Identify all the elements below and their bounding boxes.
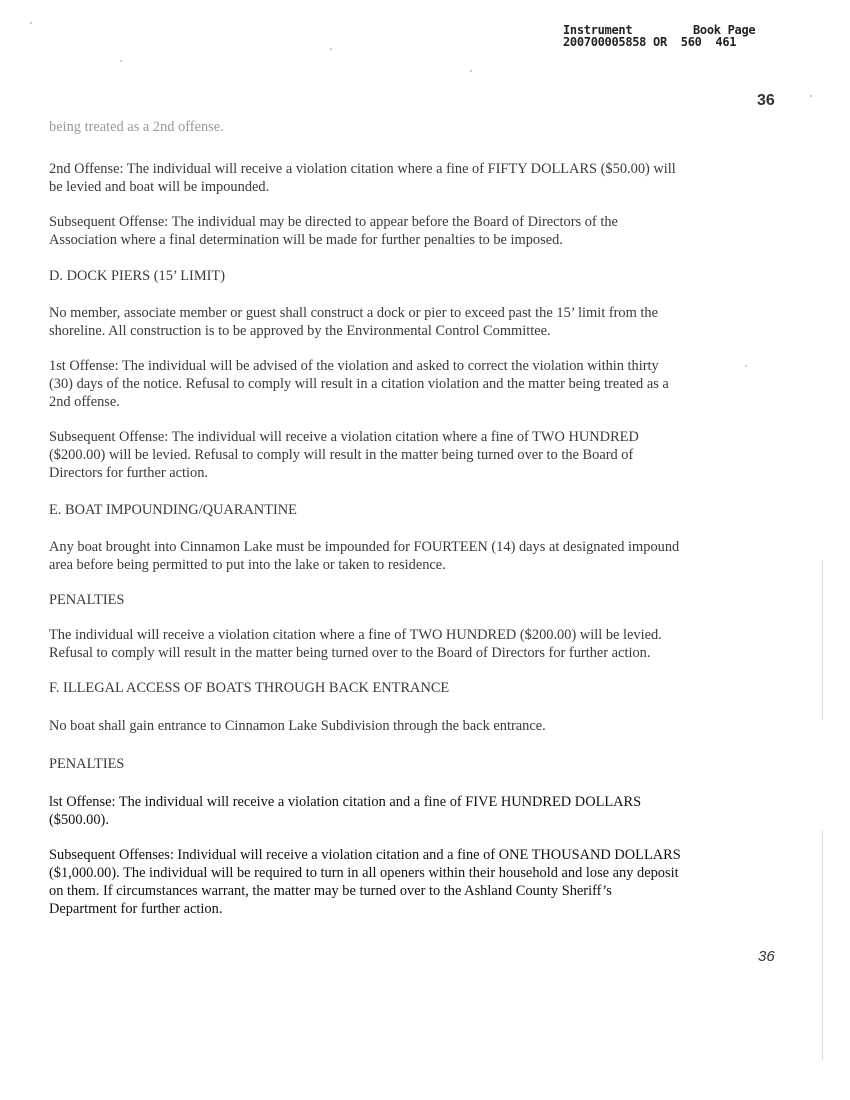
- document-body: [49, 118, 681, 918]
- scan-speck: [330, 48, 332, 50]
- paragraph-1st-offense-dock: 1st Offense: The individual will be advised of the violation and asked to correct the violation within thirty (30) days of the notice. Refusal to comply will result in a citation violation and the matter being treated as a 2nd offense.: [49, 358, 669, 410]
- paragraph-dock-rule: No member, associate member or guest shall construct a dock or pier to exceed past the 15’ limit from the shoreline. All construction is to be approved by the Environmental Control Committee.: [49, 305, 658, 339]
- heading-penalties-2: PENALTIES: [49, 756, 125, 772]
- paragraph-subsequent-offenses-access: Subsequent Offenses: Individual will receive a violation citation and a fine of ONE THOUSAND DOLLARS ($1,000.00). The individual will be required to turn in all openers within their household and lose any deposit on them. If circumstances warrant, the matter may be turned over to the Ashland County Sheriff’s Department for further action.: [49, 847, 681, 917]
- page-number-bottom: 36: [758, 948, 775, 965]
- stamp-book-type: OR: [653, 35, 667, 49]
- paragraph-access-rule: No boat shall gain entrance to Cinnamon Lake Subdivision through the back entrance.: [49, 718, 546, 734]
- scan-edge-line: [822, 560, 823, 720]
- stamp-instrument-number: 200700005858: [563, 35, 647, 49]
- scan-speck: [470, 70, 472, 72]
- continued-text: being treated as a 2nd offense.: [49, 119, 224, 135]
- paragraph-impounding-rule: Any boat brought into Cinnamon Lake must be impounded for FOURTEEN (14) days at designated impound area before being permitted to put into the lake or taken to residence.: [49, 539, 680, 573]
- scan-speck: [810, 95, 812, 97]
- heading-boat-impounding: E. BOAT IMPOUNDING/QUARANTINE: [49, 502, 297, 518]
- heading-dock-piers: D. DOCK PIERS (15’ LIMIT): [49, 268, 226, 284]
- paragraph-subsequent-offense-dock: Subsequent Offense: The individual will receive a violation citation where a fine of TWO HUNDRED ($200.00) will be levied. Refusal to comply will result in the matter being turned over to the Board of Directors for further action.: [49, 429, 639, 481]
- stamp-instrument-label: Instrument: [563, 23, 633, 37]
- stamp-book-page-label: Book Page: [693, 23, 756, 37]
- heading-penalties-1: PENALTIES: [49, 592, 125, 608]
- stamp-values-row: [563, 36, 755, 48]
- scan-speck: [745, 365, 747, 367]
- paragraph-2nd-offense: 2nd Offense: The individual will receive a violation citation where a fine of FIFTY DOLLARS ($50.00) will be levied and boat will be impounded.: [49, 161, 676, 195]
- paragraph-1st-offense-access: lst Offense: The individual will receive a violation citation and a fine of FIVE HUNDRED DOLLARS ($500.00).: [49, 794, 642, 828]
- paragraph-impounding-penalty: The individual will receive a violation citation where a fine of TWO HUNDRED ($200.00) will be levied. Refusal to comply will result in the matter being turned over to the Board of Directors for further action.: [49, 627, 662, 661]
- recording-stamp: [563, 24, 755, 48]
- stamp-book-page-number: 560 461: [680, 35, 737, 49]
- scan-speck: [30, 22, 32, 24]
- scan-speck: [120, 60, 122, 62]
- scan-edge-line: [822, 830, 823, 1060]
- page-number-top: 36: [757, 92, 775, 109]
- paragraph-subsequent-offense-1: Subsequent Offense: The individual may be directed to appear before the Board of Directors of the Association where a final determination will be made for further penalties to be imposed.: [49, 214, 618, 248]
- heading-illegal-access: F. ILLEGAL ACCESS OF BOATS THROUGH BACK ENTRANCE: [49, 680, 450, 696]
